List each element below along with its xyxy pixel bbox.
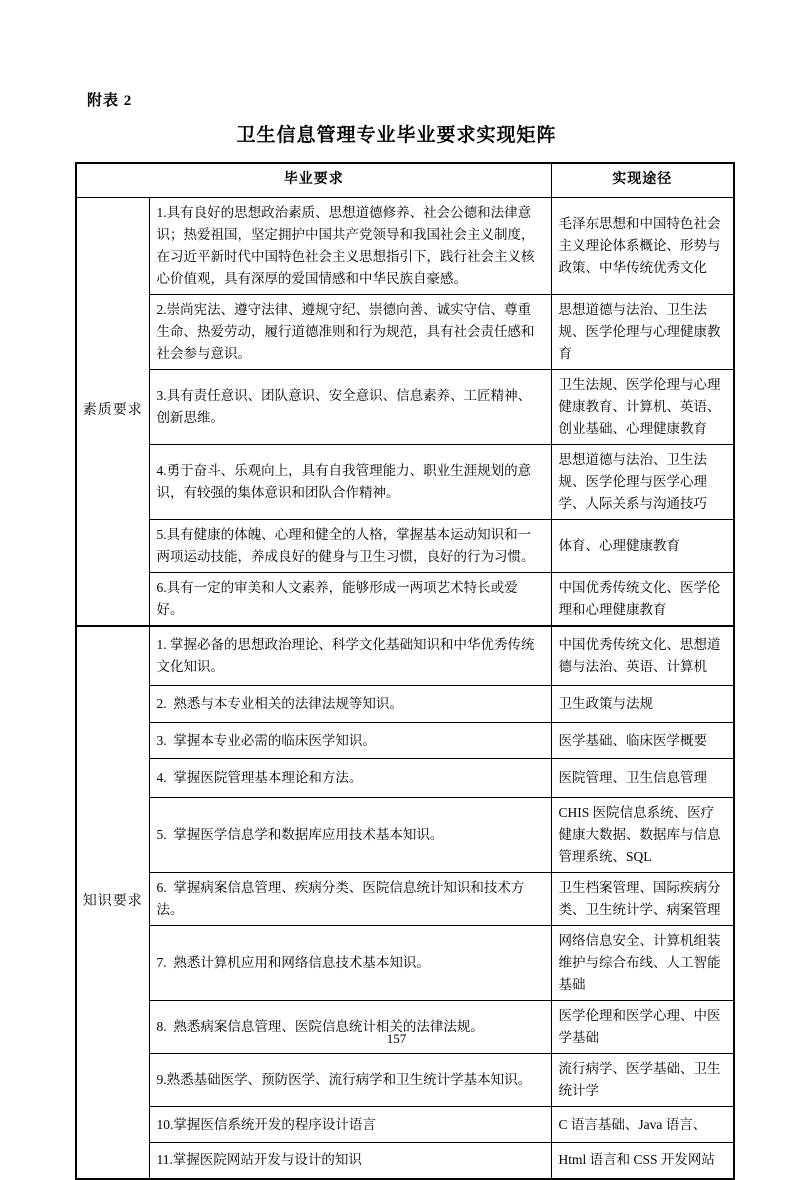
requirement-cell: 4.勇于奋斗、乐观向上，具有自我管理能力、职业生涯规划的意识，有较强的集体意识和团队合作精神。 bbox=[149, 444, 551, 519]
table-row bbox=[76, 572, 734, 626]
path-cell: 流行病学、医学基础、卫生统计学 bbox=[551, 1054, 734, 1107]
path-cell: 网络信息安全、计算机组装维护与综合布线、人工智能基础 bbox=[551, 926, 734, 1001]
table-row bbox=[76, 444, 734, 519]
table-header-row bbox=[76, 163, 734, 197]
requirement-cell: 3.具有责任意识、团队意识、安全意识、信息素养、工匠精神、创新思维。 bbox=[149, 369, 551, 444]
path-cell: 医学伦理和医学心理、中医学基础 bbox=[551, 1001, 734, 1054]
requirement-cell: 5.具有健康的体魄、心理和健全的人格，掌握基本运动知识和一两项运动技能，养成良好的健身与卫生习惯，良好的行为习惯。 bbox=[149, 519, 551, 572]
requirements-matrix-table bbox=[75, 162, 735, 1180]
table-row bbox=[76, 798, 734, 873]
path-cell: 思想道德与法治、卫生法规、医学伦理与心理健康教育 bbox=[551, 294, 734, 369]
section-label-knowledge: 知识要求 bbox=[76, 626, 149, 1179]
table-row bbox=[76, 519, 734, 572]
requirement-cell: 11.掌握医院网站开发与设计的知识 bbox=[149, 1143, 551, 1179]
table-row bbox=[76, 294, 734, 369]
table-row bbox=[76, 723, 734, 759]
requirement-cell: 10.掌握医信系统开发的程序设计语言 bbox=[149, 1107, 551, 1143]
path-cell: C 语言基础、Java 语言、 bbox=[551, 1107, 734, 1143]
requirement-cell: 3. 掌握本专业必需的临床医学知识。 bbox=[149, 723, 551, 759]
table-row bbox=[76, 369, 734, 444]
table-row bbox=[76, 926, 734, 1001]
path-cell: 思想道德与法治、卫生法规、医学伦理与医学心理学、人际关系与沟通技巧 bbox=[551, 444, 734, 519]
path-cell: Html 语言和 CSS 开发网站 bbox=[551, 1143, 734, 1179]
requirement-cell: 2. 熟悉与本专业相关的法律法规等知识。 bbox=[149, 686, 551, 723]
requirement-cell: 8. 熟悉病案信息管理、医院信息统计相关的法律法规。 bbox=[149, 1001, 551, 1054]
table-row bbox=[76, 873, 734, 926]
table-row bbox=[76, 197, 734, 294]
path-cell: CHIS 医院信息系统、医疗健康大数据、数据库与信息管理系统、SQL bbox=[551, 798, 734, 873]
requirement-cell: 6.具有一定的审美和人文素养，能够形成一两项艺术特长或爱好。 bbox=[149, 572, 551, 626]
page-number: 157 bbox=[386, 1031, 407, 1046]
table-row bbox=[76, 686, 734, 723]
path-cell: 中国优秀传统文化、思想道德与法治、英语、计算机 bbox=[551, 626, 734, 686]
table-row bbox=[76, 759, 734, 798]
requirement-cell: 1. 掌握必备的思想政治理论、科学文化基础知识和中华优秀传统文化知识。 bbox=[149, 626, 551, 686]
path-cell: 医学基础、临床医学概要 bbox=[551, 723, 734, 759]
table-row bbox=[76, 1143, 734, 1179]
path-cell: 卫生政策与法规 bbox=[551, 686, 734, 723]
table-row bbox=[76, 626, 734, 686]
annex-label: 附表 2 bbox=[87, 93, 133, 109]
requirement-cell: 2.崇尚宪法、遵守法律、遵规守纪、崇德向善、诚实守信、尊重生命、热爱劳动，履行道德准则和行为规范，具有社会责任感和社会参与意识。 bbox=[149, 294, 551, 369]
path-cell: 医院管理、卫生信息管理 bbox=[551, 759, 734, 798]
path-cell: 体育、心理健康教育 bbox=[551, 519, 734, 572]
column-header-path: 实现途径 bbox=[551, 163, 734, 197]
page-title: 卫生信息管理专业毕业要求实现矩阵 bbox=[236, 125, 557, 146]
path-cell: 卫生档案管理、国际疾病分类、卫生统计学、病案管理 bbox=[551, 873, 734, 926]
path-cell: 毛泽东思想和中国特色社会主义理论体系概论、形势与政策、中华传统优秀文化 bbox=[551, 197, 734, 294]
requirement-cell: 1.具有良好的思想政治素质、思想道德修养、社会公德和法律意识；热爱祖国，坚定拥护中国共产党领导和我国社会主义制度，在习近平新时代中国特色社会主义思想指引下，践行社会主义核心价值观，具有深厚的爱国情感和中华民族自豪感。 bbox=[149, 197, 551, 294]
requirement-cell: 4. 掌握医院管理基本理论和方法。 bbox=[149, 759, 551, 798]
requirement-cell: 5. 掌握医学信息学和数据库应用技术基本知识。 bbox=[149, 798, 551, 873]
requirement-cell: 9.熟悉基础医学、预防医学、流行病学和卫生统计学基本知识。 bbox=[149, 1054, 551, 1107]
section-label-quality: 素质要求 bbox=[76, 197, 149, 626]
column-header-requirement: 毕业要求 bbox=[76, 163, 551, 197]
table-row bbox=[76, 1107, 734, 1143]
table-row bbox=[76, 1054, 734, 1107]
requirement-cell: 6. 掌握病案信息管理、疾病分类、医院信息统计知识和技术方法。 bbox=[149, 873, 551, 926]
path-cell: 卫生法规、医学伦理与心理健康教育、计算机、英语、创业基础、心理健康教育 bbox=[551, 369, 734, 444]
path-cell: 中国优秀传统文化、医学伦理和心理健康教育 bbox=[551, 572, 734, 626]
requirement-cell: 7. 熟悉计算机应用和网络信息技术基本知识。 bbox=[149, 926, 551, 1001]
